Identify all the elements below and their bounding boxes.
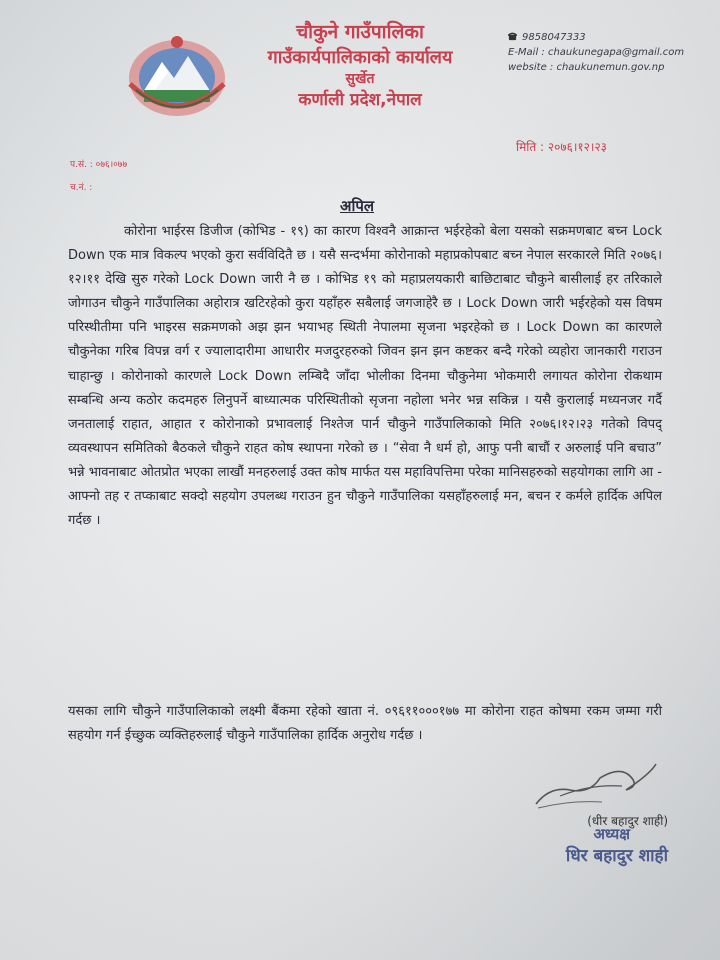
phone-icon xyxy=(508,32,517,41)
letterhead-line-4: कर्णाली प्रदेश,नेपाल xyxy=(298,90,422,110)
signatory-stamp-name: धिर बहादुर शाही xyxy=(565,846,668,866)
letterhead-line-2: गाउँकार्यपालिकाको कार्यालय xyxy=(267,47,453,68)
body-paragraph-2: यसका लागि चौकुने गाउँपालिकाको लक्ष्मी बैंकमा रहेको खाता नं. ०९६११०००१७७ मा कोरोना राहत कोषमा रकम जम्मा गरी सहयोग गर्न ईच्छुक व्यक्तिहरुलाई चौकुने गाउँपालिका हार्दिक अनुरोध गर्दछ । xyxy=(68,704,662,744)
letterhead-line-1: चौकुने गाउँपालिका xyxy=(296,21,424,43)
email-text: E-Mail : chaukunegapa@gmail.com xyxy=(508,47,685,58)
nepal-emblem-icon xyxy=(122,32,232,122)
dispatch-number: च.नं. : xyxy=(70,183,93,193)
signatory-name: (धीर बहादुर शाही) xyxy=(587,814,668,828)
phone-number: 9858047333 xyxy=(522,32,586,43)
letter-date: मिति : २०७६।१२।२३ xyxy=(516,140,607,154)
handwritten-signature xyxy=(530,756,662,810)
body-paragraph-1: कोरोना भाईरस डिजीज (कोभिड - १९) का कारण विश्वनै आक्रान्त भईरहेको बेला यसको सक्रमणबाट बच्न Lock Down एक मात्र विकल्प भएको कुरा सर्वविदितै छ । यसै सन्दर्भमा कोरोनाको महाप्रकोपबाट बच्न नेपाल सरकारले मिति २०७६।१२।११ देखि सुरु गरेको Lock Down जारी नै छ । कोभिड १९ को महाप्रलयकारी बाछिटाबाट चौकुने बासीलाई हर तरिकाले जोगाउन चौकुने गाउँपालिका अहोरात्र खटिरहेको कुरा यहाँहरु सबैलाई जगजाहेरै छ । Lock Down जारी भईरहेको यस विषम परिस्थीतीमा पनि भाइरस सक्रमणको अझ झन भयाभह स्थिती नेपालमा सृजना भइरहेको छ । Lock Down का कारणले चौकुनेका गरिब विपन्न वर्ग र ज्यालादारीमा आधारीर मजदुरहरुको जिवन झन झन कष्टकर बन्दै गरेको व्यहोरा जानकारी गराउन चाहान्छु । कोरोनाको कारणले Lock Down लम्बिदै जाँदा भोलीका दिनमा चौकुनेमा भोकमारी लगायत कोरोना रोकथाम सम्बन्धि अन्य कठोर कदमहरु लिनुपर्ने बाध्यात्मक परिस्थितीको सृजना नहोला भनेर भन्न सकिन्न । यसै कुरालाई मध्यनजर गर्दै जनतालाई राहात, आहात र कोरोनाको प्रभावलाई निश्तेज पार्न चौकुने गाउँपालिकाको मिति २०७६।१२।२३ गतेको विपद् व्यवस्थापन समितिको बैठकले चौकुने राहत कोष स्थापना गरेको छ । “सेवा नै धर्म हो, आफु पनी बाचौं र अरुलाई पनि बचाउ” भन्ने भावनाबाट ओतप्रोत भएका लाखौं मनहरुलाई उक्त कोष मार्फत यस महाविपत्तिमा परेका मानिसहरुको सहयोगका लागि आ - आफ्नो तह र तप्काबाट सक्दो सहयोग उपलब्ध गराउन हुन चौकुने गाउँपालिका यसहाँहरुलाई मन, बचन र कर्मले हार्दिक अपिल गर्दछ । xyxy=(68,224,662,529)
reference-number: प.सं. : ०७६।०७७ xyxy=(70,160,128,170)
signatory-designation: अध्यक्ष xyxy=(593,825,630,843)
letterhead-line-3: सुर्खेत xyxy=(345,71,375,87)
letter-title: अपिल xyxy=(340,197,375,215)
website-text: website : chaukunemun.gov.np xyxy=(508,62,665,73)
letterhead xyxy=(240,20,480,113)
contact-block xyxy=(508,30,684,75)
phone-row xyxy=(508,30,684,45)
